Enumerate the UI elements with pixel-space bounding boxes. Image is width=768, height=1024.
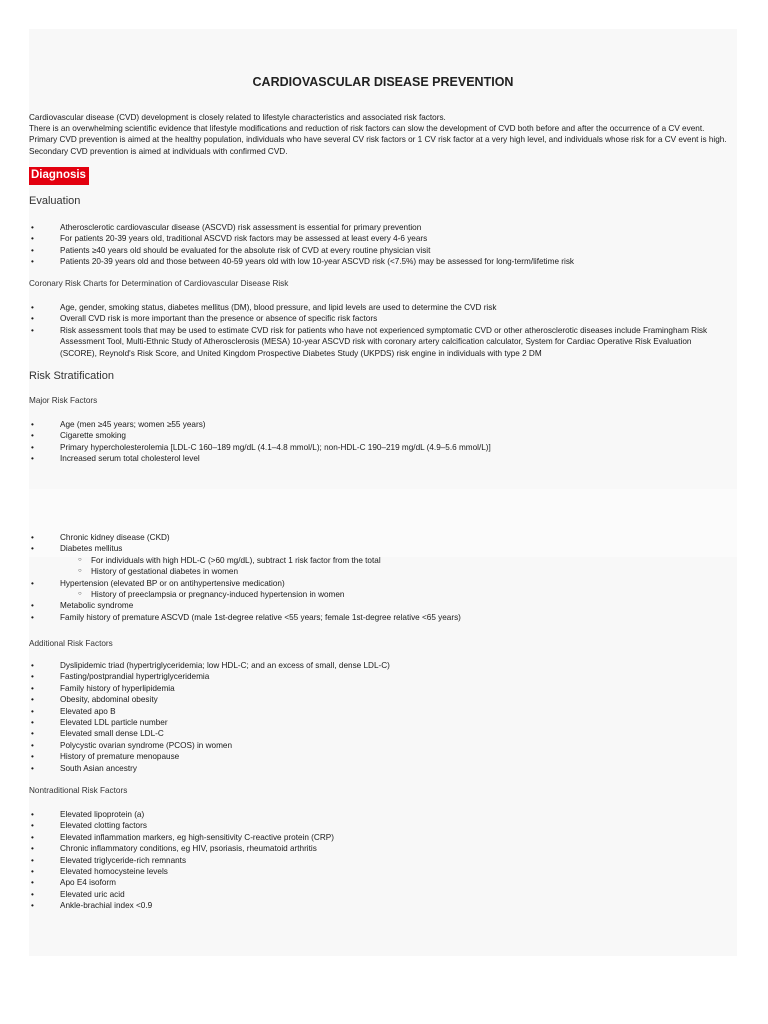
list-item: • Patients 20-39 years old and those between 40-59 years old with low 10-year ASCVD risk (<7.5%) may be assessed for long-term/lifetime risk <box>29 256 729 267</box>
risk-charts-list <box>29 302 729 359</box>
list-item <box>29 578 729 601</box>
intro-line: Primary CVD prevention is aimed at the healthy population, individuals who have several CV risk factors or 1 CV risk factor at a very high level, and individuals whose risk for a CV event is high. Secondary CVD prevention is aimed at individuals with confirmed CVD. <box>29 135 727 156</box>
list-item: • Elevated clotting factors <box>29 820 729 831</box>
list-item: • Elevated lipoprotein (a) <box>29 809 729 820</box>
list-item-text: Diabetes mellitus <box>60 544 123 554</box>
list-item: • Family history of hyperlipidemia <box>29 683 729 694</box>
list-item: • Risk assessment tools that may be used to estimate CVD risk for patients who have not experienced symptomatic CVD or other atherosclerotic diseases include Framingham Risk Assessment Tool, Multi-Ethnic Study of Atherosclerosis (MESA) 10-year ASCVD risk with coronary artery calcification calculator, System for Cardiac Operative Risk Evaluation (SCORE), Reynold's Risk Score, and United Kingdom Prospective Diabetes Study (UKPDS) risk engine in individuals with type 2 DM <box>29 325 729 359</box>
list-item: • Polycystic ovarian syndrome (PCOS) in women <box>29 740 729 751</box>
list-item: • Age (men ≥45 years; women ≥55 years) <box>29 419 729 430</box>
list-item: • Dyslipidemic triad (hypertriglyceridemia; low HDL-C; and an excess of small, dense LDL-C) <box>29 660 729 671</box>
sub-list-item: ○ For individuals with high HDL-C (>60 mg/dL), subtract 1 risk factor from the total <box>44 555 729 566</box>
major-risk-factors-heading: Major Risk Factors <box>29 396 98 405</box>
list-item: • Elevated LDL particle number <box>29 717 729 728</box>
list-item: • History of premature menopause <box>29 751 729 762</box>
list-item: • Elevated apo B <box>29 706 729 717</box>
diagnosis-badge: Diagnosis <box>29 167 89 185</box>
list-item: • Apo E4 isoform <box>29 877 729 888</box>
intro-paragraphs <box>29 112 729 157</box>
list-item-text: Hypertension (elevated BP or on antihypertensive medication) <box>60 578 285 588</box>
list-item: • For patients 20-39 years old, traditional ASCVD risk factors may be assessed at least every 4-6 years <box>29 233 729 244</box>
list-item: • Elevated uric acid <box>29 889 729 900</box>
list-item: • Increased serum total cholesterol level <box>29 453 729 464</box>
list-item: • Cigarette smoking <box>29 430 729 441</box>
page-title: CARDIOVASCULAR DISEASE PREVENTION <box>252 75 514 89</box>
list-item <box>29 543 729 577</box>
evaluation-heading: Evaluation <box>29 195 81 207</box>
sub-list-item: ○ History of gestational diabetes in women <box>44 566 729 577</box>
list-item: • Chronic kidney disease (CKD) <box>29 532 729 543</box>
intro-line: Cardiovascular disease (CVD) development is closely related to lifestyle characteristics and associated risk factors. <box>29 113 446 122</box>
list-item: • Chronic inflammatory conditions, eg HIV, psoriasis, rheumatoid arthritis <box>29 843 729 854</box>
additional-risk-factors-list <box>29 660 729 774</box>
list-item: • Age, gender, smoking status, diabetes mellitus (DM), blood pressure, and lipid levels are used to determine the CVD risk <box>29 302 729 313</box>
sub-list <box>60 555 729 578</box>
additional-risk-factors-heading: Additional Risk Factors <box>29 639 113 648</box>
nontraditional-risk-factors-list <box>29 809 729 912</box>
sub-list <box>60 589 729 600</box>
list-item: • Family history of premature ASCVD (male 1st-degree relative <55 years; female 1st-degree relative <65 years) <box>29 612 729 623</box>
risk-stratification-heading: Risk Stratification <box>29 370 114 382</box>
list-item: • Elevated homocysteine levels <box>29 866 729 877</box>
list-item: • Elevated triglyceride-rich remnants <box>29 855 729 866</box>
list-item: • South Asian ancestry <box>29 763 729 774</box>
list-item: • Obesity, abdominal obesity <box>29 694 729 705</box>
intro-line: There is an overwhelming scientific evidence that lifestyle modifications and reduction of risk factors can slow the development of CVD both before and after the occurrence of a CV event. <box>29 124 705 134</box>
major-risk-factors-list-continued <box>29 532 729 623</box>
major-risk-factors-list <box>29 419 729 465</box>
risk-charts-heading: Coronary Risk Charts for Determination of Cardiovascular Disease Risk <box>29 279 289 288</box>
list-item: • Metabolic syndrome <box>29 600 729 611</box>
nontraditional-risk-factors-heading: Nontraditional Risk Factors <box>29 786 128 795</box>
list-item: • Ankle-brachial index <0.9 <box>29 900 729 911</box>
list-item: • Primary hypercholesterolemia [LDL-C 160–189 mg/dL (4.1–4.8 mmol/L); non-HDL-C 190–219 mg/dL (4.9–5.6 mmol/L)] <box>29 442 729 453</box>
list-item: • Elevated small dense LDL-C <box>29 728 729 739</box>
list-item: • Overall CVD risk is more important than the presence or absence of specific risk factors <box>29 313 729 324</box>
evaluation-list <box>29 222 729 268</box>
list-item: • Fasting/postprandial hypertriglyceridemia <box>29 671 729 682</box>
sub-list-item: ○ History of preeclampsia or pregnancy-induced hypertension in women <box>44 589 729 600</box>
document-page <box>29 29 737 956</box>
list-item: • Atherosclerotic cardiovascular disease (ASCVD) risk assessment is essential for primary prevention <box>29 222 729 233</box>
list-item: • Patients ≥40 years old should be evaluated for the absolute risk of CVD at every routine physician visit <box>29 245 729 256</box>
list-item: • Elevated inflammation markers, eg high-sensitivity C-reactive protein (CRP) <box>29 832 729 843</box>
